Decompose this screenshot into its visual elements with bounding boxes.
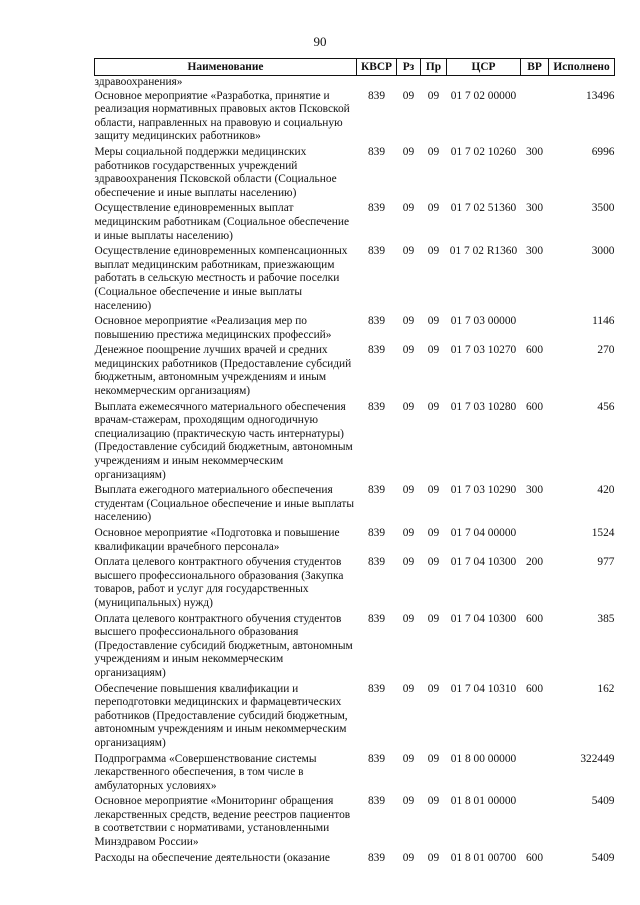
row-name: Оплата целевого контрактного обучения студентов высшего профессионального образования (Предоставление субсидий бюджетным, автономным учреждениям и иным некоммерческим организациям)	[94, 612, 353, 679]
row-sum: 270	[597, 344, 615, 357]
row-rz: 09	[402, 89, 415, 102]
row-csr: 01 7 04 10310	[450, 682, 517, 695]
row-pr: 09	[427, 145, 440, 158]
row-rz: 09	[402, 344, 415, 357]
row-sum: 322449	[580, 752, 615, 765]
row-vr	[521, 315, 549, 344]
row-name: Обеспечение повышения квалификации и переподготовки медицинских и фармацевтических работников (Предоставление субсидий бюджетным, автономным учреждениям и иным некоммерческим организациям)	[94, 682, 348, 749]
continuation-text: здравоохранения»	[94, 76, 183, 88]
row-sum: 977	[597, 556, 615, 569]
continuation-row	[95, 76, 615, 90]
row-sum: 1146	[592, 315, 615, 328]
table-header-row	[95, 59, 615, 76]
row-csr: 01 8 00 00000	[450, 752, 517, 765]
row-pr: 09	[427, 245, 440, 258]
row-pr: 09	[427, 556, 440, 569]
row-pr: 09	[427, 795, 440, 808]
header-name: Наименование	[95, 59, 357, 76]
row-sum: 13496	[586, 89, 615, 102]
row-csr: 01 7 02 R1360	[449, 245, 518, 258]
row-vr	[521, 795, 549, 851]
row-csr: 01 8 01 00700	[450, 851, 517, 864]
table-row	[95, 401, 615, 485]
row-sum: 420	[597, 484, 615, 497]
row-csr: 01 7 03 10270	[450, 344, 517, 357]
table-row	[95, 90, 615, 146]
row-rz: 09	[402, 400, 415, 413]
table-row	[95, 683, 615, 753]
row-vr	[521, 527, 549, 556]
row-name: Основное мероприятие «Подготовка и повышение квалификации врачебного персонала»	[94, 527, 340, 553]
row-name: Расходы на обеспечение деятельности (оказание	[94, 851, 330, 864]
row-rz: 09	[402, 202, 415, 215]
row-rz: 09	[402, 315, 415, 328]
header-done: Исполнено	[549, 59, 615, 76]
row-vr: 600	[525, 682, 544, 695]
row-csr: 01 8 01 00000	[450, 795, 517, 808]
table-row	[95, 527, 615, 556]
row-rz: 09	[402, 245, 415, 258]
row-sum: 3500	[591, 202, 615, 215]
row-kvsr: 839	[367, 344, 386, 357]
row-sum: 3000	[591, 245, 615, 258]
row-vr: 300	[525, 145, 544, 158]
row-csr: 01 7 04 00000	[450, 527, 517, 539]
row-name: Осуществление единовременных компенсационных выплат медицинским работникам, приезжающим работать в сельскую местность и рабочие поселки (Социальное обеспечение и иные выплаты населению)	[94, 245, 348, 312]
page-number: 90	[313, 34, 327, 49]
row-rz: 09	[402, 682, 415, 695]
row-name: Денежное поощрение лучших врачей и средних медицинских работников (Предоставление субсидий бюджетным, автономным учреждениям и иным некоммерческим организациям)	[94, 344, 352, 398]
row-name: Осуществление единовременных выплат медицинским работникам (Социальное обеспечение и иные выплаты населению)	[94, 202, 350, 242]
row-name: Основное мероприятие «Реализация мер по повышению престижа медицинских профессий»	[94, 315, 332, 341]
row-csr: 01 7 04 10300	[450, 556, 517, 569]
row-name: Выплата ежегодного материального обеспечения студентам (Социальное обеспечение и иные выплаты населению)	[94, 484, 355, 524]
row-vr: 600	[525, 851, 544, 864]
table-row	[95, 202, 615, 245]
row-sum: 456	[597, 400, 615, 413]
row-csr: 01 7 03 10290	[450, 484, 517, 497]
row-rz: 09	[402, 795, 415, 808]
row-kvsr: 839	[367, 484, 386, 497]
row-kvsr: 839	[367, 89, 386, 102]
row-pr: 09	[427, 484, 440, 497]
row-vr: 300	[525, 484, 544, 497]
row-rz: 09	[402, 612, 415, 625]
row-vr	[521, 753, 549, 796]
row-vr: 200	[525, 556, 544, 569]
row-rz: 09	[402, 145, 415, 158]
row-pr: 09	[427, 851, 440, 864]
row-kvsr: 839	[367, 682, 386, 695]
row-pr: 09	[427, 315, 440, 328]
row-rz: 09	[402, 851, 415, 864]
row-sum: 5409	[591, 795, 615, 808]
table-row	[95, 146, 615, 202]
row-pr: 09	[427, 400, 440, 413]
row-sum: 1524	[591, 527, 615, 539]
row-name: Основное мероприятие «Мониторинг обращения лекарственных средств, ведение реестров пациентов в соответствии с нормативами, установленными Минздравом России»	[94, 795, 351, 849]
row-csr: 01 7 03 10280	[450, 400, 517, 413]
row-csr: 01 7 02 10260	[450, 145, 517, 158]
row-kvsr: 839	[367, 851, 386, 864]
row-kvsr: 839	[367, 245, 386, 258]
table-row	[95, 315, 615, 344]
row-name: Меры социальной поддержки медицинских работников государственных учреждений здравоохранения Псковской области (Социальное обеспечение и иные выплаты населению)	[94, 145, 337, 199]
row-pr: 09	[427, 89, 440, 102]
table-row	[95, 344, 615, 400]
row-vr: 600	[525, 612, 544, 625]
row-sum: 162	[597, 682, 615, 695]
row-name: Выплата ежемесячного материального обеспечения врачам-стажерам, проходящим одногодичную специализацию (практическую часть интернатуры) (Предоставление субсидий бюджетным, автономным учреждениям и иным некоммерческим организациям)	[94, 400, 353, 481]
budget-table	[94, 58, 615, 867]
row-pr: 09	[427, 527, 440, 539]
table-row	[95, 245, 615, 315]
row-rz: 09	[402, 556, 415, 569]
header-csr: ЦСР	[447, 59, 521, 76]
row-vr: 600	[525, 400, 544, 413]
row-kvsr: 839	[367, 527, 386, 539]
row-name: Оплата целевого контрактного обучения студентов высшего профессионального образования (Закупка товаров, работ и услуг для государственных (муниципальных) нужд)	[94, 556, 344, 609]
table-row	[95, 795, 615, 851]
row-rz: 09	[402, 527, 415, 539]
table-row	[95, 556, 615, 612]
header-kvsr: КВСР	[357, 59, 397, 76]
row-csr: 01 7 02 00000	[450, 89, 517, 102]
table-row	[95, 613, 615, 683]
row-vr: 600	[525, 344, 544, 357]
row-pr: 09	[427, 682, 440, 695]
row-sum: 385	[597, 612, 615, 625]
row-sum: 5409	[591, 851, 615, 864]
row-kvsr: 839	[367, 612, 386, 625]
row-kvsr: 839	[367, 202, 386, 215]
row-kvsr: 839	[367, 145, 386, 158]
row-pr: 09	[427, 752, 440, 765]
header-pr: Пр	[421, 59, 447, 76]
row-vr: 300	[525, 245, 544, 258]
row-rz: 09	[402, 484, 415, 497]
row-pr: 09	[427, 612, 440, 625]
row-name: Подпрограмма «Совершенствование системы лекарственного обеспечения, в том числе в амбулаторных условиях»	[94, 752, 317, 792]
header-rz: Рз	[397, 59, 421, 76]
header-vr: ВР	[521, 59, 549, 76]
row-vr: 300	[525, 202, 544, 215]
row-name: Основное мероприятие «Разработка, принятие и реализация нормативных правовых актов Псковской области, направленных на правовую и социальную защиту медицинских работников»	[94, 89, 350, 143]
row-csr: 01 7 04 10300	[450, 612, 517, 625]
table-row	[95, 852, 615, 868]
table-row	[95, 753, 615, 796]
row-vr	[521, 90, 549, 146]
row-csr: 01 7 03 00000	[450, 315, 517, 328]
row-kvsr: 839	[367, 795, 386, 808]
row-kvsr: 839	[367, 315, 386, 328]
row-pr: 09	[427, 202, 440, 215]
row-csr: 01 7 02 51360	[450, 202, 517, 215]
row-kvsr: 839	[367, 752, 386, 765]
table-row	[95, 484, 615, 527]
row-rz: 09	[402, 752, 415, 765]
row-sum: 6996	[591, 145, 615, 158]
row-kvsr: 839	[367, 400, 386, 413]
row-pr: 09	[427, 344, 440, 357]
row-kvsr: 839	[367, 556, 386, 569]
